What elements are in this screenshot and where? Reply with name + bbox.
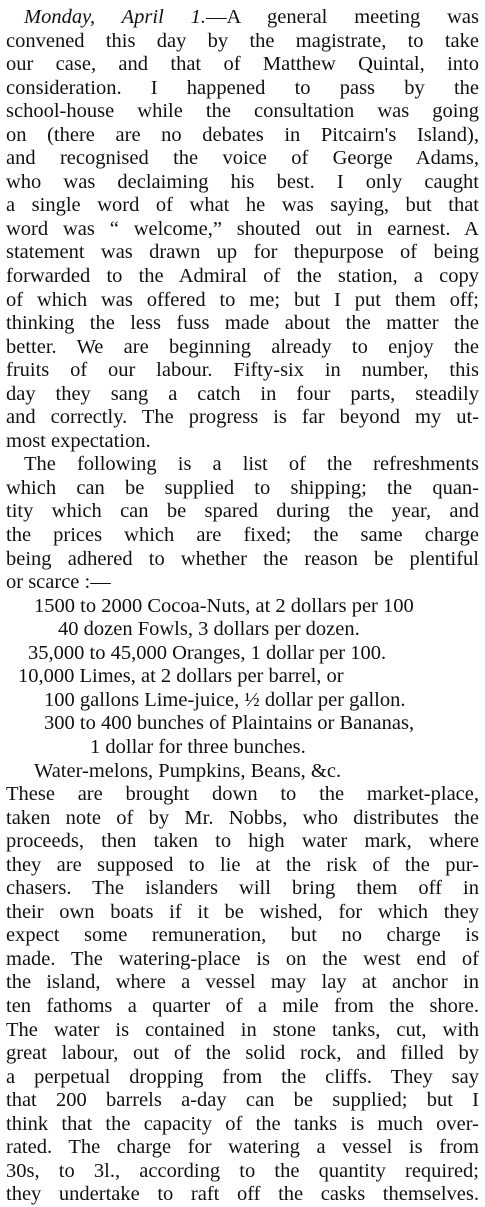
text-line: expect some remuneration, but no charge is (6, 924, 479, 947)
text-line: the island, where a vessel may lay at anchor in (6, 971, 479, 994)
text-line: and recognised the voice of George Adams, (6, 147, 479, 170)
text-line: 30s, to 3l., according to the quantity required; (6, 1159, 479, 1182)
text-line: statement was drawn up for thepurpose of being (6, 241, 479, 264)
text-line: made. The watering-place is on the west end of (6, 947, 479, 970)
list-item: 1500 to 2000 Cocoa-Nuts, at 2 dollars per 100 (34, 594, 414, 617)
text-line: The water is contained in stone tanks, cut, with (6, 1018, 479, 1041)
text-line: thinking the less fuss made about the matter the (6, 312, 479, 335)
list-item: 1 dollar for three bunches. (90, 735, 306, 758)
text-line: a perpetual dropping from the cliffs. They say (6, 1065, 479, 1088)
text-line: great labour, out of the solid rock, and filled by (6, 1042, 479, 1065)
list-item: 100 gallons Lime-juice, ½ dollar per gallon. (44, 688, 406, 711)
text-line: The following is a list of the refreshments (24, 453, 479, 476)
text-line: These are brought down to the market-place, (6, 783, 479, 806)
list-item: Water-melons, Pumpkins, Beans, &c. (34, 759, 342, 782)
text-line: being adhered to whether the reason be plentiful (6, 547, 479, 570)
paragraph-market-and-water (6, 783, 479, 1207)
text-line: day they sang a catch in four parts, steadily (6, 382, 479, 405)
text-line: proceeds, then taken to high water mark, where (6, 830, 479, 853)
text-line: their own boats if it be wished, for which they (6, 900, 479, 923)
text-line: or scarce :— (6, 571, 111, 594)
list-item: 40 dozen Fowls, 3 dollars per dozen. (58, 618, 360, 641)
text-line: tity which can be spared during the year, and (6, 500, 479, 523)
text-line: school-house while the consultation was going (6, 100, 479, 123)
text-line: most expectation. (6, 429, 151, 452)
text-line: fruits of our labour. Fifty-six in number, this (6, 359, 479, 382)
text-line: taken note of by Mr. Nobbs, who distributes the (6, 806, 479, 829)
paragraph-meeting (6, 6, 479, 453)
text-line: they are supposed to lie at the risk of the pur- (6, 853, 479, 876)
text-line (6, 6, 479, 30)
text-line: a single word of what he was saying, but that (6, 194, 479, 217)
text-line: think that the capacity of the tanks is much over- (6, 1112, 479, 1135)
text-line: forwarded to the Admiral of the station, a copy (6, 265, 479, 288)
text-line: the prices which are fixed; the same charge (6, 524, 479, 547)
text-line: which can be supplied to shipping; the quan- (6, 476, 479, 499)
list-item: 300 to 400 bunches of Plaintains or Bananas, (44, 712, 415, 735)
paragraph-refreshments-intro (6, 453, 479, 594)
text-line: our case, and that of Matthew Quintal, into (6, 53, 479, 76)
text-line: convened this day by the magistrate, to take (6, 29, 479, 52)
line-text: —A general meeting was (206, 6, 479, 28)
text-line: that 200 barrels a-day can be supplied; but I (6, 1089, 479, 1112)
text-line: consideration. I happened to pass by the (6, 76, 479, 99)
text-line: they undertake to raft off the casks themselves. (6, 1183, 479, 1206)
refreshment-price-list (6, 595, 479, 783)
text-line: ten fathoms a quarter of a mile from the shore. (6, 994, 479, 1017)
text-line: rated. The charge for watering a vessel is from (6, 1136, 479, 1159)
text-line: chasers. The islanders will bring them off in (6, 877, 479, 900)
text-line: and correctly. The progress is far beyond my ut- (6, 406, 479, 429)
list-item: 35,000 to 45,000 Oranges, 1 dollar per 100. (28, 641, 387, 664)
text-line: better. We are beginning already to enjoy the (6, 335, 479, 358)
text-line: who was declaiming his best. I only caught (6, 170, 479, 193)
list-item: 10,000 Limes, at 2 dollars per barrel, or (18, 665, 344, 688)
text-line: of which was offered to me; but I put them off; (6, 288, 479, 311)
text-line: word was “ welcome,” shouted out in earnest. A (6, 217, 479, 240)
text-line: on (there are no debates in Pitcairn's Island), (6, 123, 479, 146)
dateline: Monday, April 1. (24, 6, 207, 28)
